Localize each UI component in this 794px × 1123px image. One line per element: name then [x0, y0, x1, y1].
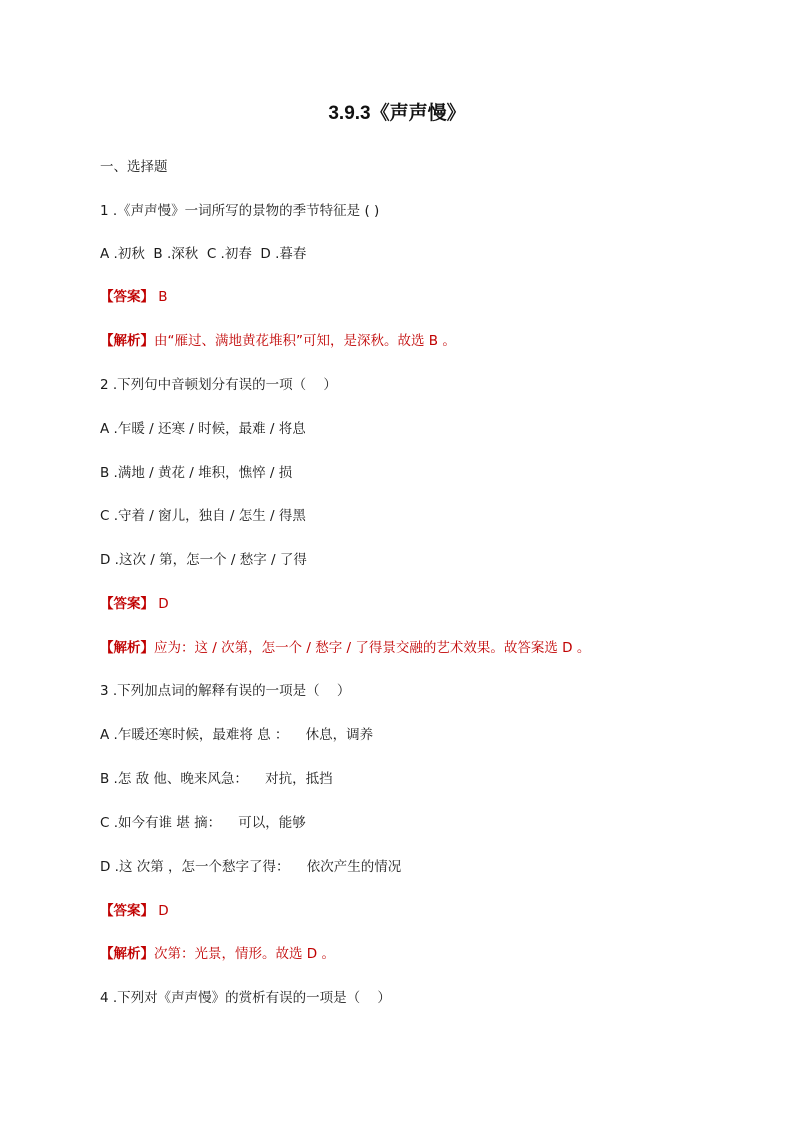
question-2-option-a: A .乍暖 / 还寒 / 时候，最难 / 将息 [100, 421, 306, 437]
question-1-analysis [100, 331, 456, 351]
analysis-label: 【解析】 [100, 946, 154, 962]
analysis-text: 由“雁过、满地黄花堆积”可知，是深秋。故选 B 。 [154, 333, 456, 349]
question-3-option-d: D .这 次第 ，怎一个愁字了得： 依次产生的情况 [100, 859, 402, 875]
analysis-text: 应为：这 / 次第，怎一个 / 愁字 / 了得景交融的艺术效果。故答案选 D 。 [154, 640, 591, 656]
question-4-stem: 4 .下列对《声声慢》的赏析有误的一项是（ ） [100, 990, 391, 1006]
question-3-option-c: C .如今有谁 堪 摘： 可以，能够 [100, 815, 306, 831]
question-2-option-d: D .这次 / 第，怎一个 / 愁字 / 了得 [100, 552, 307, 568]
analysis-text: 次第：光景，情形。故选 D 。 [154, 946, 335, 962]
answer-value: D [154, 903, 169, 919]
section-heading: 一、选择题 [100, 159, 168, 175]
question-2-analysis [100, 638, 590, 658]
analysis-label: 【解析】 [100, 640, 154, 656]
question-1-stem: 1 .《声声慢》一词所写的景物的季节特征是 ( ) [100, 203, 380, 219]
answer-label: 【答案】 [100, 903, 154, 919]
answer-label: 【答案】 [100, 289, 154, 305]
question-3-stem: 3 .下列加点词的解释有误的一项是（ ） [100, 683, 351, 699]
question-3-analysis [100, 944, 335, 964]
question-1-answer [100, 287, 168, 307]
question-3-answer [100, 901, 169, 921]
question-3-option-a: A .乍暖还寒时候，最难将 息 ： 休息，调养 [100, 727, 374, 743]
question-2-option-b: B .满地 / 黄花 / 堆积，憔悴 / 损 [100, 465, 293, 481]
question-1-options: A .初秋 B .深秋 C .初春 D .暮春 [100, 246, 307, 262]
question-2-option-c: C .守着 / 窗儿，独自 / 怎生 / 得黑 [100, 508, 306, 524]
answer-value: D [154, 596, 169, 612]
analysis-label: 【解析】 [100, 333, 154, 349]
question-2-answer [100, 594, 169, 614]
document-title: 3.9.3《声声慢》 [328, 103, 466, 124]
question-2-stem: 2 .下列句中音顿划分有误的一项（ ） [100, 377, 337, 393]
answer-value: B [154, 289, 168, 305]
question-3-option-b: B .怎 敌 他、晚来风急： 对抗，抵挡 [100, 771, 333, 787]
answer-label: 【答案】 [100, 596, 154, 612]
